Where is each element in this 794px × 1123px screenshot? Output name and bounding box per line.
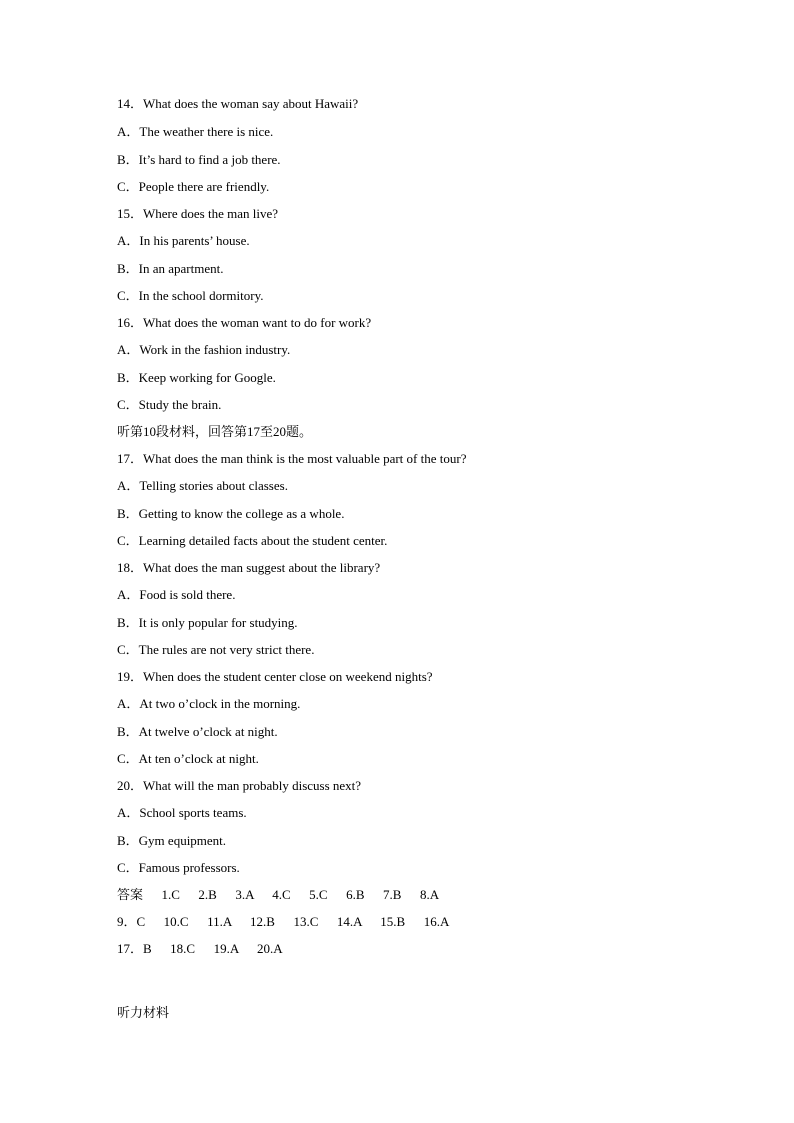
question-15-option-c: C．In the school dormitory. <box>117 288 264 303</box>
question-19-option-c: C．At ten o’clock at night. <box>117 751 259 766</box>
question-16-stem: 16．What does the woman want to do for work? <box>117 315 372 330</box>
question-15-stem: 15．Where does the man live? <box>117 206 278 221</box>
question-19-stem: 19．When does the student center close on weekend nights? <box>117 669 433 684</box>
question-16-option-a: A．Work in the fashion industry. <box>117 342 291 357</box>
question-19-option-a: A．At two o’clock in the morning. <box>117 696 301 711</box>
question-14-stem: 14．What does the woman say about Hawaii? <box>117 96 359 111</box>
question-18-option-a: A．Food is sold there. <box>117 587 236 602</box>
question-17-stem: 17．What does the man think is the most valuable part of the tour? <box>117 451 467 466</box>
question-14-option-a: A．The weather there is nice. <box>117 124 274 139</box>
question-16-option-b: B．Keep working for Google. <box>117 370 276 385</box>
question-18-stem: 18．What does the man suggest about the library? <box>117 560 381 575</box>
answer-key-line-2: 9．C 10.C 11.A 12.B 13.C 14.A 15.B 16.A <box>117 914 450 929</box>
question-14-option-b: B．It’s hard to find a job there. <box>117 152 281 167</box>
question-20-stem: 20．What will the man probably discuss next? <box>117 778 362 793</box>
question-18-option-b: B．It is only popular for studying. <box>117 615 298 630</box>
question-17-option-b: B．Getting to know the college as a whole. <box>117 506 345 521</box>
answer-key-line-1: 答案 1.C 2.B 3.A 4.C 5.C 6.B 7.B 8.A <box>117 887 440 902</box>
question-16-option-c: C．Study the brain. <box>117 397 222 412</box>
question-20-option-b: B．Gym equipment. <box>117 833 227 848</box>
transcript-heading: 听力材料 <box>117 1005 170 1020</box>
question-17-option-a: A．Telling stories about classes. <box>117 478 288 493</box>
question-20-option-a: A．School sports teams. <box>117 805 247 820</box>
question-18-option-c: C．The rules are not very strict there. <box>117 642 315 657</box>
question-17-option-c: C．Learning detailed facts about the student center. <box>117 533 388 548</box>
answer-key-line-3: 17．B 18.C 19.A 20.A <box>117 941 283 956</box>
question-15-option-a: A．In his parents’ house. <box>117 233 250 248</box>
question-14-option-c: C．People there are friendly. <box>117 179 270 194</box>
question-20-option-c: C．Famous professors. <box>117 860 240 875</box>
section-instruction: 听第10段材料，回答第17至20题。 <box>117 424 313 439</box>
question-19-option-b: B．At twelve o’clock at night. <box>117 724 278 739</box>
question-15-option-b: B．In an apartment. <box>117 261 224 276</box>
